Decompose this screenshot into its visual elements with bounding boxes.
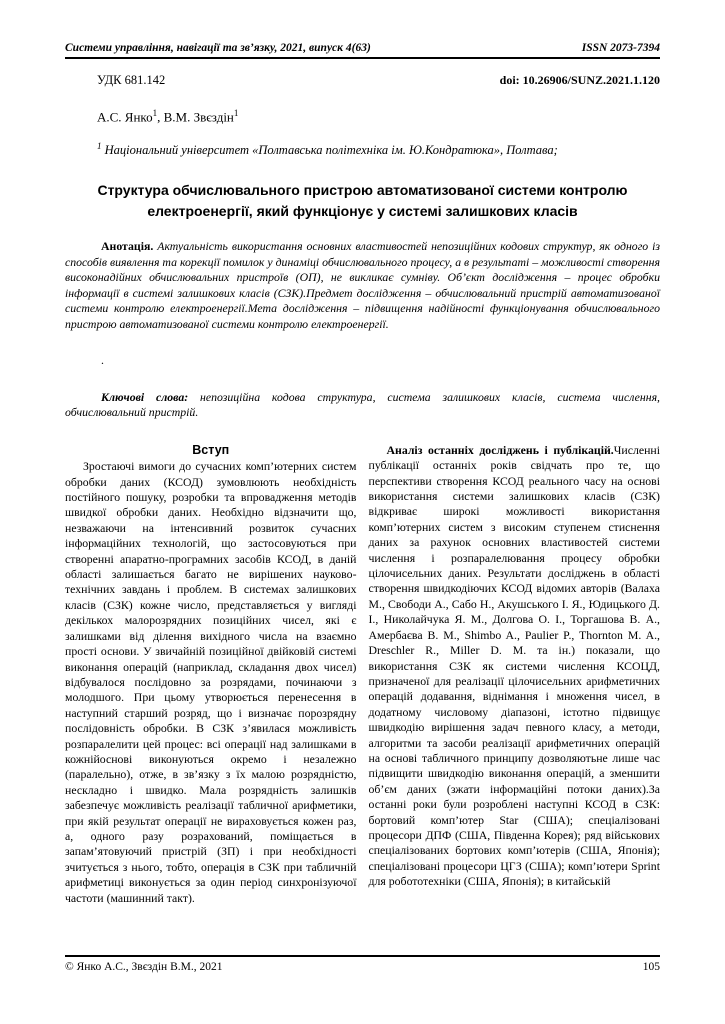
page-footer bbox=[65, 955, 660, 973]
authors-separator: , bbox=[157, 109, 164, 125]
left-column bbox=[65, 443, 357, 906]
author-2: В.М. Звєздін bbox=[163, 109, 234, 125]
running-head bbox=[65, 42, 660, 59]
affiliation-text: Національний університет «Полтавська політехніка ім. Ю.Кондратюка», Полтава; bbox=[101, 143, 558, 158]
doi: doi: 10.26906/SUNZ.2021.1.120 bbox=[499, 73, 660, 87]
author-1-affiliation-mark: 1 bbox=[152, 108, 158, 118]
paper-title: Структура обчислювального пристрою автоматизованої системи контролю електроенергії, який функціонує у системі залишкових класів bbox=[97, 182, 628, 219]
abstract-label: Анотація. bbox=[101, 239, 154, 254]
intro-paragraph: Зростаючі вимоги до сучасних комп’ютерних систем обробки даних (КСОД) зумовлюють необхідність постійного пошуку, розробки та впровадження методів швидкої обробки даних. Необхідно відзначити що, незважаючи на інтенсивний розвиток сучасних інформаційних технологій, що застосовуються при створенні апаратно-програмних засобів КСОД, в даній області залишається багато не вирішених науково-технічних завдань і проблем. В системах залишкових класів (СЗК) кожне число, представляється у вигляді декількох малорозрядних позиційних чисел, які є залишками від ділення вихідного числа на взаємно прості основи. У звичайній позиційної двійковій системі виконання операцій (наприклад, складання двох чисел) відбувалося послідовно за розрядами, починаючи з молодшого. При цьому утворюється перенесення в наступний старший розряд, що і визначає порозрядну послідовність обробки. В СЗК з’явилася можливість розпаралелити цей процес: всі операції над залишками в кожнійоснові виконуються окремо і незалежно (паралельно), отже, в зв’язку з їх малою розрядністю, нескладно і швидко. Мала розрядність залишків забезпечує можливість реалізації табличної арифметики, при якій результат операції не вираховується кожен раз, а, одного разу розрахований, поміщається в запам’ятовуючий пристрій (ЗП) і при необхідності зчитується з нього, тобто, операція в СЗК при табличній арифметиці виконується за один період синхронізуючої частоти (машинний такт). bbox=[65, 459, 357, 905]
author-2-affiliation-mark: 1 bbox=[233, 108, 239, 118]
keywords-text: непозиційна кодова структура, система залишкових класів, система числення, обчислювальний пристрій. bbox=[65, 389, 661, 420]
copyright: © Янко А.С., Звєздін В.М., 2021 bbox=[65, 961, 223, 973]
journal-title: Системи управління, навігації та зв’язку, 2021, випуск 4(63) bbox=[65, 42, 371, 54]
udc-code: УДК 681.142 bbox=[97, 73, 166, 87]
author-1: А.С. Янко bbox=[97, 109, 153, 125]
authors-line bbox=[97, 108, 660, 125]
right-column bbox=[369, 443, 661, 906]
analysis-paragraph bbox=[369, 443, 661, 890]
analysis-text: Численні публікації останніх років свідчать про те, що перспективи створення КСОД реального часу на основі використання системи залишкових класів (СЗК) відкриває широкі можливості використання комп’ютерних систем з високим ступенем стиснення даних за рахунок основних властивостей системи числення і розпаралелювання процесу обробки цілочисельних даних. Результати досліджень в області створення швидкодіючих КСОД відомих авторів (Валаха М., Свободи А., Сабо Н., Акушського І. Я., Юдицького Д. І., Николайчука Я. М., Долгова О. І., Торгашова В. А., Амербаєва В. М., Shimbo A., Paulier P., Thornton M. A., Dreschler R., Miller D. M. та ін.) показали, що використання СЗК як системи числення КСОЦД, призначеної для реалізації цілочисельних арифметичних операцій додавання, віднімання і множення чисел, в додатному числовому діапазоні, істотно підвищує швидкодію вирішення задач певного класу, а методи, алгоритми та засоби реалізації арифметичних операцій на основі табличного принципу дозволяютьне лише час підвищити швидкодію виконання операцій, а зменшити об’єм даних (зжати інформаційні потоки даних).За останні роки були розроблені наступні КСОД в СЗК: бортовий комп’ютер Star (США); спеціалізовані процесори ДПФ (США, Південна Корея); ряд військових спеціалізованих бортових комп’ютерів (США, Японія); спеціалізовані процесори ЦГЗ (США); комп’ютери Sprint для робототехніки (США, Японія); в китайській bbox=[368, 442, 660, 889]
section-heading-analysis: Аналіз останніх досліджень і публікацій. bbox=[386, 442, 614, 457]
page-number: 105 bbox=[642, 961, 660, 973]
issn: ISSN 2073-7394 bbox=[581, 42, 660, 54]
stray-dot: . bbox=[101, 352, 104, 367]
abstract-text: Актуальність використання основних властивостей непозиційних кодових структур, як одного із способів виявлення та корекції помилок у динаміці обчислювального процесу, а в результаті – можливості створення високонадійних обчислювальних пристроїв (ОП), не викликає сумніву. Об’єкт дослідження – процес обробки інформації в системі залишкових класів (СЗК).Предмет дослідження – обчислювальний пристрій автоматизованої системи контролю електроенергії.Мета дослідження – підвищення надійності функціонування обчислювального пристрою автоматизованої системи контролю електроенергії. bbox=[65, 239, 660, 332]
abstract-paragraph bbox=[65, 239, 660, 333]
two-column-body bbox=[65, 443, 660, 906]
section-heading-intro: Вступ bbox=[192, 442, 230, 457]
keywords-paragraph bbox=[65, 390, 660, 421]
affiliation-line bbox=[97, 141, 660, 158]
keywords-label: Ключові слова: bbox=[101, 389, 189, 404]
affiliation-mark: 1 bbox=[97, 141, 102, 152]
meta-row bbox=[97, 73, 660, 88]
